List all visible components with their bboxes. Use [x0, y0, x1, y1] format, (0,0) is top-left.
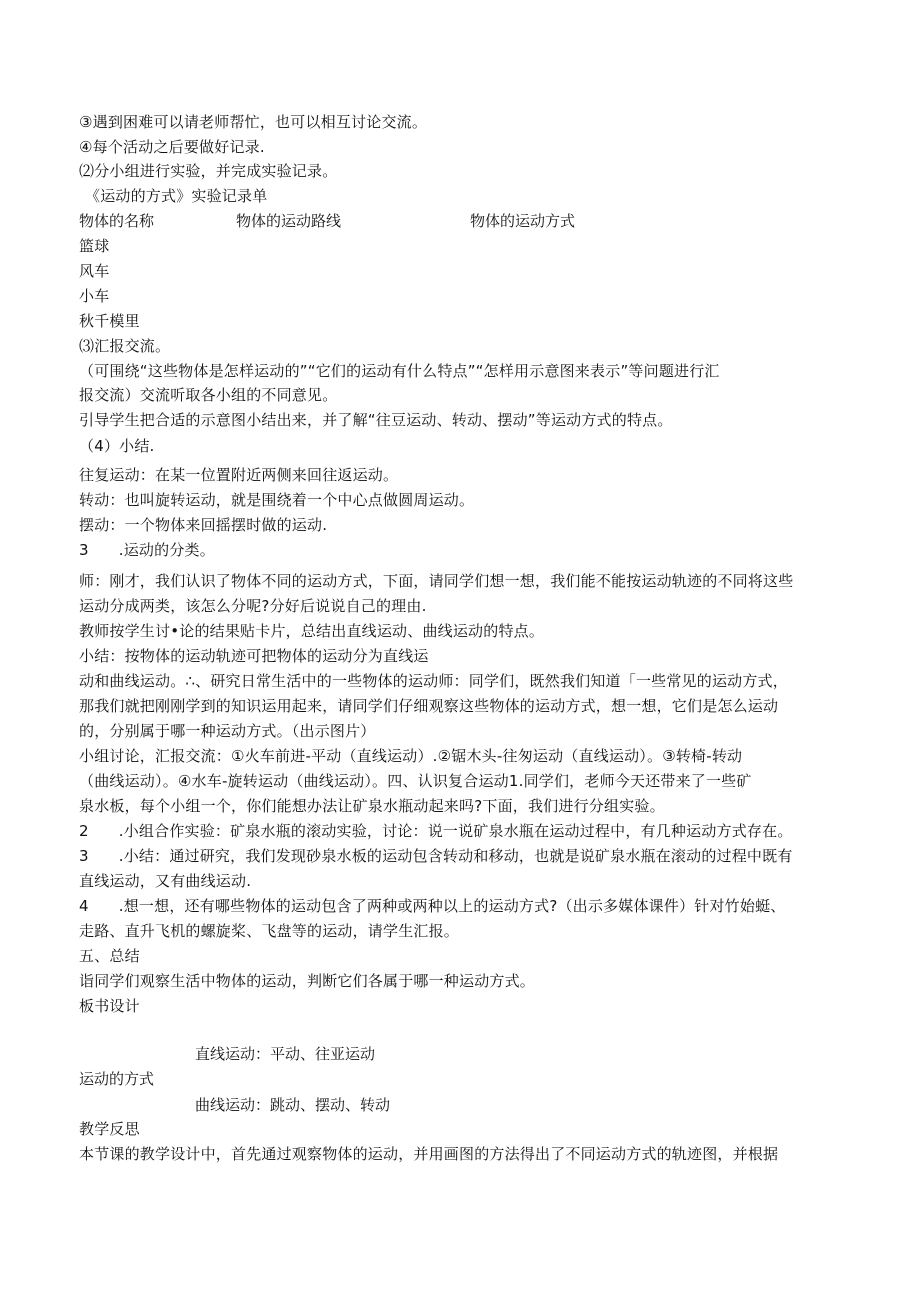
text-line: 那我们就把刚刚学到的知识运用起来，请同学们仔细观察这些物体的运动方式，想一想，它们是怎么运动 [79, 697, 779, 715]
board-linear-motion: 直线运动：平动、往亚运动 [195, 1045, 376, 1063]
text-line: 转动：也叫旋转运动，就是围绕着一个中心点做圆周运动。 [79, 491, 475, 509]
text-line: 的，分别属于哪一种运动方式。（出示图片） [79, 722, 376, 740]
text-line: 小组讨论，汇报交流：①火车前进-平动（直线运动）.②锯木头-往匆运动（直线运动）。③转椅-转动 [79, 747, 743, 765]
text-line: 小结：按物体的运动轨迹可把物体的运动分为直线运 [79, 647, 429, 665]
table-header-mode: 物体的运动方式 [470, 212, 576, 230]
table-row: 风车 [79, 262, 110, 280]
section-heading: 五、总结 [79, 947, 140, 965]
record-sheet-title: 《运动的方式》实验记录单 [85, 187, 268, 205]
text-line: 教师按学生讨•论的结果贴卡片，总结出直线运动、曲线运动的特点。 [79, 622, 545, 640]
text-line: （可围绕“这些物体是怎样运动的”“它们的运动有什么特点”“怎样用示意图来表示”等问题进行汇 [79, 362, 720, 380]
text-line: 直线运动，又有曲线运动. [79, 872, 252, 890]
section-heading: 板书设计 [79, 997, 140, 1015]
text-line: 往复运动：在某一位置附近两侧来回往返运动。 [79, 466, 399, 484]
text-line: 2 .小组合作实验：矿泉水瓶的滚动实验，讨论：说一说矿泉水瓶在运动过程中，有几种运动方式存在。 [79, 822, 793, 840]
text-line: 动和曲线运动。∴、研究日常生活中的一些物体的运动师：同学们，既然我们知道「一些常见的运动方式， [79, 672, 788, 690]
table-row: 小车 [79, 287, 110, 305]
board-curve-motion: 曲线运动：跳动、摆动、转动 [195, 1096, 391, 1114]
text-line: 引导学生把合适的示意图小结出来，并了解“往豆运动、转动、摆动”等运动方式的特点。 [79, 411, 673, 429]
text-line: 报交流）交流听取各小组的不同意见。 [79, 386, 338, 404]
table-row: 秋千模里 [79, 312, 140, 330]
table-header-path: 物体的运动路线 [236, 212, 342, 230]
text-line: 泉水板，每个小组一个，你们能想办法让矿泉水瓶动起来吗?下面，我们进行分组实验。 [79, 797, 665, 815]
text-line: 摆动：一个物体来回摇摆时做的运动. [79, 516, 328, 534]
text-line: 诣同学们观察生活中物体的运动，判断它们各属于哪一种运动方式。 [79, 972, 536, 990]
text-line: （4）小结. [79, 437, 155, 455]
board-center-label: 运动的方式 [79, 1070, 155, 1088]
text-line: ④每个活动之后要做好记录. [79, 138, 265, 156]
text-line: ⑶汇报交流。 [79, 337, 171, 355]
text-line: 走路、直升飞机的螺旋桨、飞盘等的运动，请学生汇报。 [79, 922, 460, 940]
text-line: 师：刚才，我们认识了物体不同的运动方式，下面，请同学们想一想，我们能不能按运动轨迹的不同将这些 [79, 572, 794, 590]
text-line: 3 .运动的分类。 [79, 541, 215, 559]
text-line: ⑵分小组进行实验，并完成实验记录。 [79, 162, 338, 180]
text-line: 本节课的教学设计中，首先通过观察物体的运动，并用画图的方法得出了不同运动方式的轨迹图，并根据 [79, 1145, 779, 1163]
text-line: 运动分成两类，该怎么分呢?分好后说说自己的理由. [79, 597, 427, 615]
table-header-name: 物体的名称 [79, 212, 155, 230]
text-line: 3 .小结：通过研究，我们发现砂泉水板的运动包含转动和移动，也就是说矿泉水瓶在滚动的过程中既有 [79, 847, 793, 865]
table-row: 篮球 [79, 237, 110, 255]
text-line: 4 .想一想，还有哪些物体的运动包含了两种或两种以上的运动方式?（出示多媒体课件）针对竹始蜓、 [79, 897, 786, 915]
text-line: ③遇到困难可以请老师帮忙，也可以相互讨论交流。 [79, 113, 428, 131]
text-line: （曲线运动）。④水车-旋转运动（曲线运动）。四、认识复合运动1.同学们，老师今天还带来了一些矿 [79, 772, 752, 790]
section-heading: 教学反思 [79, 1120, 140, 1138]
